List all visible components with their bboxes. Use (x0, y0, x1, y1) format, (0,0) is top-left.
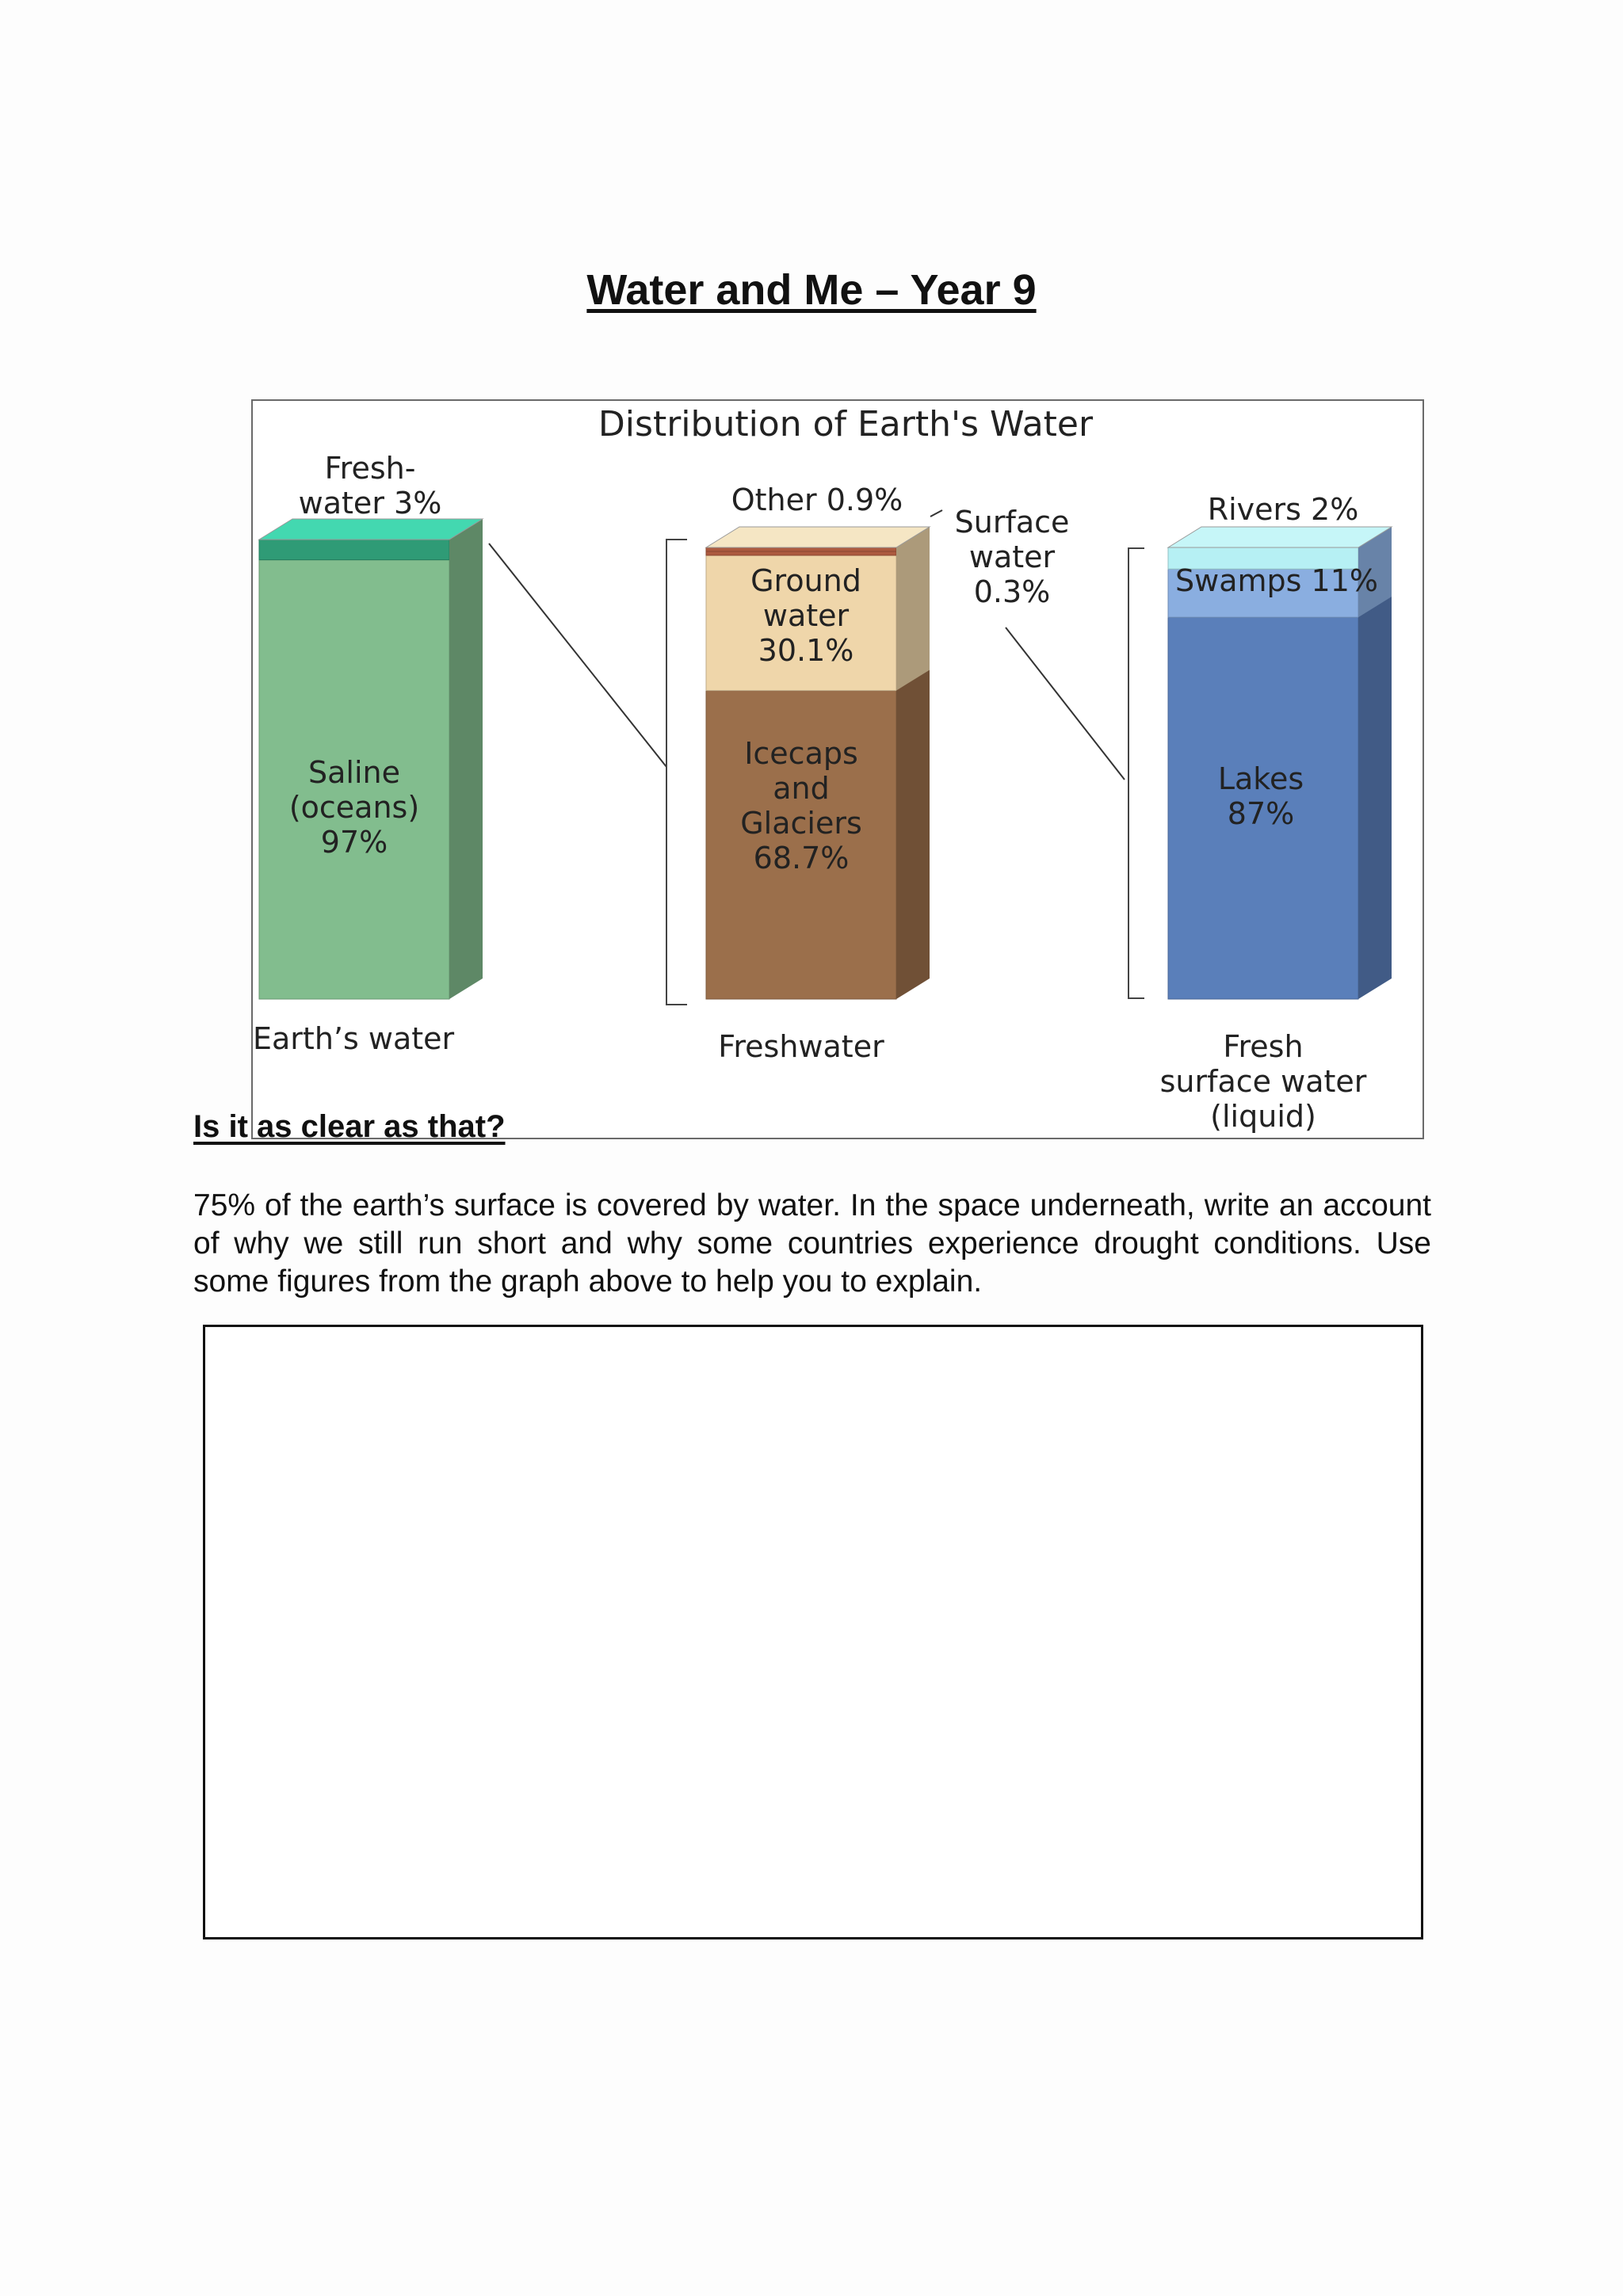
label-other: Other 0.9% (731, 482, 903, 517)
bar-side-0 (449, 519, 483, 999)
page-title: Water and Me – Year 9 (586, 266, 1037, 314)
bar-segment-0-1 (259, 540, 449, 560)
column-label-freshwater: Freshwater (718, 1029, 884, 1064)
label-icecaps: Icecaps and Glaciers 68.7% (740, 736, 862, 875)
label-freshwater-share: Fresh-water 3% (298, 451, 442, 521)
bar-top-2 (1168, 527, 1392, 547)
bar-side-upper-1 (896, 527, 930, 691)
label-saline: Saline (oceans) 97% (288, 755, 420, 860)
label-groundwater: Ground water 30.1% (750, 563, 861, 668)
water-distribution-chart (251, 399, 1424, 1139)
bar-segment-1-3 (706, 547, 896, 551)
chart-title: Distribution of Earth's Water (598, 404, 1094, 444)
section-heading: Is it as clear as that? (193, 1109, 506, 1144)
label-lakes: Lakes 87% (1217, 761, 1304, 831)
bar-segment-1-2 (706, 551, 896, 555)
instructions-paragraph: 75% of the earth’s surface is covered by water. In the space underneath, write an account of why we still run short and why some countries experience drought conditions. Use some figures from the graph above to help you to explain. (193, 1188, 1431, 1299)
bracket-surface-water (1128, 548, 1144, 998)
label-surface-water: Surface water 0.3% (954, 505, 1070, 609)
column-label-earths-water: Earth’s water (253, 1021, 455, 1056)
bar-top-0 (259, 519, 483, 540)
chart-canvas (253, 401, 1426, 1141)
bracket-freshwater (666, 540, 687, 1005)
column-label-fresh-surface-water: Fresh surface water (liquid) (1159, 1029, 1367, 1134)
answer-box[interactable] (203, 1325, 1423, 1939)
connector-line-1 (489, 543, 666, 767)
connector-line-surface (930, 510, 942, 517)
connector-line-2 (1006, 627, 1125, 780)
label-rivers: Rivers 2% (1207, 492, 1359, 527)
bar-top-1 (706, 527, 930, 547)
label-swamps: Swamps 11% (1175, 563, 1378, 598)
